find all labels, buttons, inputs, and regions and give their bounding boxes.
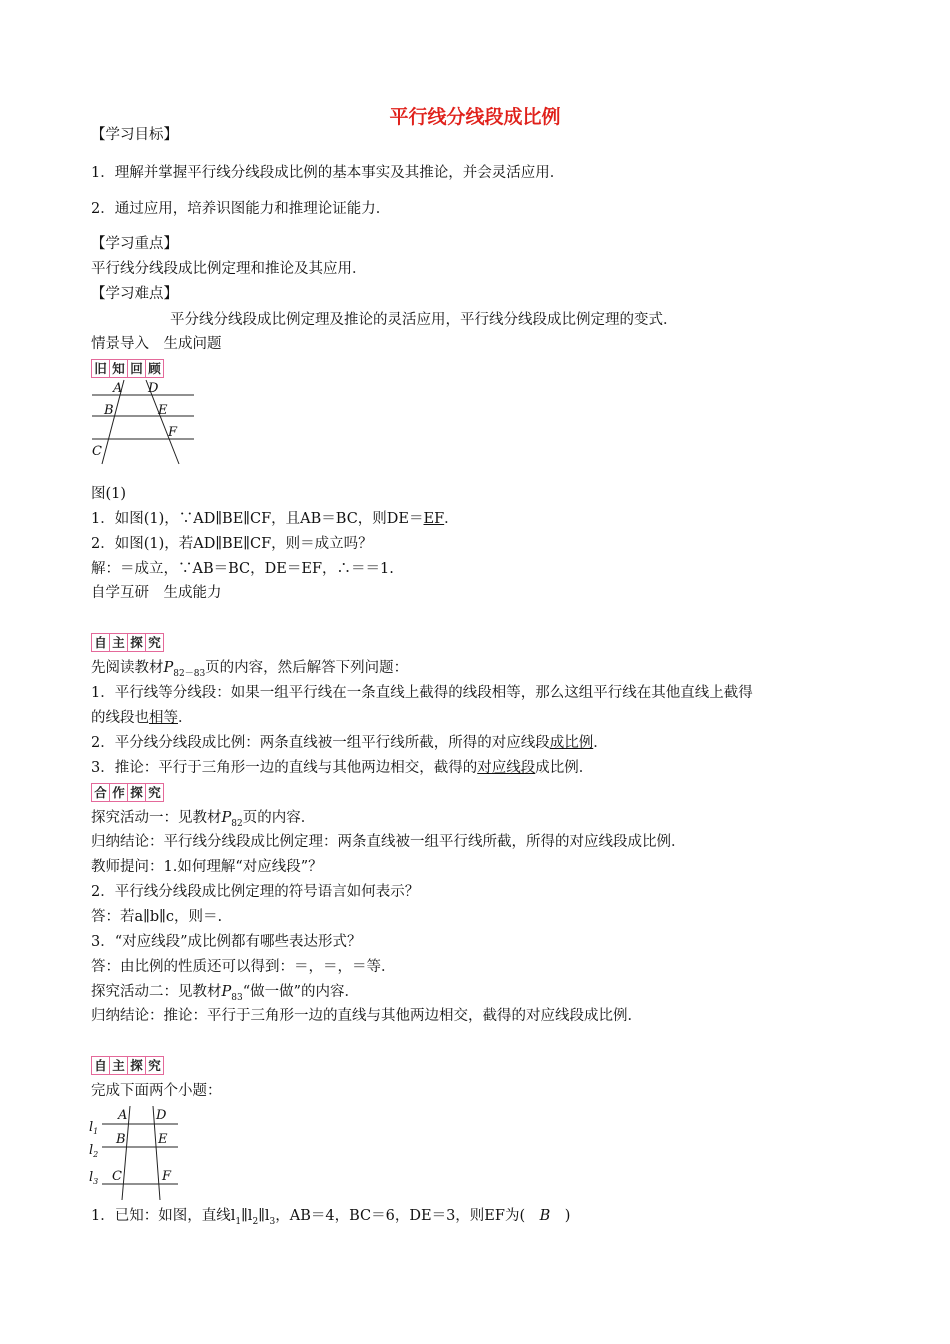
self-study-item-2: 2．平分线分线段成比例：两条直线被一组平行线所截，所得的对应线段成比例． (91, 735, 608, 751)
self-study-item-1-line-2: 的线段也相等． (91, 710, 193, 726)
question-3: 3．“对应线段”成比例都有哪些表达形式？ (91, 934, 362, 950)
difficulty-heading: 【学习难点】 (91, 286, 178, 302)
self-study-item-3: 3．推论：平行于三角形一边的直线与其他两边相交，截得的对应线段成比例． (91, 760, 594, 776)
review-question-2: 2．如图(1)，若AD∥BE∥CF，则＝成立吗？ (91, 536, 373, 552)
review-badge (91, 359, 164, 378)
point-label-f: F (162, 1169, 172, 1184)
line-label-l3: $l_3$ (89, 1170, 99, 1186)
point-label-a: A (113, 381, 123, 396)
badge-char: 探 (128, 1057, 146, 1074)
objective-item-2: 2．通过应用，培养识图能力和推理论证能力． (91, 201, 391, 217)
point-label-c: C (92, 444, 102, 459)
point-label-c: C (112, 1169, 122, 1184)
badge-char: 主 (110, 634, 128, 651)
point-label-f: F (168, 425, 178, 440)
badge-char: 旧 (92, 360, 110, 377)
badge-char: 自 (92, 1057, 110, 1074)
activity-1: 探究活动一：见教材$P_{82}$页的内容． (91, 810, 316, 829)
self-study-heading: 自学互研 生成能力 (91, 585, 222, 601)
badge-char: 主 (110, 1057, 128, 1074)
teacher-question: 教师提问：1.如何理解“对应线段”？ (91, 859, 323, 875)
objective-item-1: 1．理解并掌握平行线分线段成比例的基本事实及其推论，并会灵活应用． (91, 165, 565, 181)
key-points-heading: 【学习重点】 (91, 236, 178, 252)
point-label-e: E (158, 1132, 168, 1147)
cooperative-badge (91, 783, 164, 802)
conclusion-1: 归纳结论：平行线分线段成比例定理：两条直线被一组平行线所截，所得的对应线段成比例． (91, 834, 686, 850)
point-label-a: A (118, 1108, 128, 1123)
line-label-l1: $l_1$ (89, 1120, 99, 1136)
conclusion-2: 归纳结论：推论：平行于三角形一边的直线与其他两边相交，截得的对应线段成比例． (91, 1008, 642, 1024)
key-points-text: 平行线分线段成比例定理和推论及其应用． (91, 261, 367, 277)
answer-choice: B (539, 1208, 551, 1224)
badge-char: 究 (148, 635, 161, 650)
point-label-d: D (148, 381, 159, 396)
page-title: 平行线分线段成比例 (389, 106, 561, 128)
objectives-heading: 【学习目标】 (91, 127, 178, 143)
answer-blank: 对应线段 (477, 760, 536, 776)
parallel-lines-figure-1 (88, 378, 200, 468)
answer-blank: EF (423, 511, 445, 527)
reading-instruction: 先阅读教材$P_{82-83}$页的内容，然后解答下列问题： (91, 660, 409, 679)
answer-3: 答：由比例的性质还可以得到：＝，＝，＝等． (91, 959, 396, 975)
badge-char: 知 (110, 360, 128, 377)
question-2: 2．平行线分线段成比例定理的符号语言如何表示？ (91, 884, 420, 900)
answer-blank: 成比例 (549, 735, 594, 751)
answer-2: 答：若a∥b∥c，则＝. (91, 909, 223, 925)
badge-char: 回 (128, 360, 146, 377)
line-label-l2: $l_2$ (89, 1143, 99, 1159)
figure-1-caption: 图(1) (91, 486, 127, 502)
activity-2: 探究活动二：见教材$P_{83}“$做一做”的内容． (91, 984, 360, 1003)
parallel-lines-figure-2 (86, 1104, 186, 1202)
practice-badge (91, 1056, 164, 1075)
badge-char: 自 (92, 634, 110, 651)
point-label-b: B (104, 403, 114, 418)
point-label-b: B (116, 1132, 126, 1147)
practice-question-1: 1．已知：如图，直线$l_1\parallel l_2\parallel l_3$，AB＝4，BC＝6，DE＝3，则EF为( B ) (91, 1208, 571, 1227)
self-study-item-1-line-1: 1．平行线等分线段：如果一组平行线在一条直线上截得的线段相等，那么这组平行线在其他直线上截得 (91, 685, 753, 701)
self-explore-badge (91, 633, 164, 652)
practice-lead: 完成下面两个小题： (91, 1083, 222, 1099)
badge-char: 究 (148, 1058, 161, 1073)
difficulty-text: 平分线分线段成比例定理及推论的灵活应用，平行线分线段成比例定理的变式． (170, 312, 678, 328)
badge-char: 探 (128, 784, 146, 801)
badge-char: 探 (128, 634, 146, 651)
point-label-d: D (156, 1108, 167, 1123)
answer-blank: 相等 (149, 710, 178, 726)
badge-char: 合 (92, 784, 110, 801)
review-question-1: 1．如图(1)，∵AD∥BE∥CF，且AB＝BC，则DE＝EF． (91, 511, 459, 527)
badge-char: 作 (110, 784, 128, 801)
badge-char: 顾 (148, 361, 161, 376)
point-label-e: E (158, 403, 168, 418)
badge-char: 究 (148, 785, 161, 800)
intro-heading: 情景导入 生成问题 (91, 336, 222, 352)
review-solution: 解：＝成立，∵AB＝BC，DE＝EF，∴＝＝1. (91, 561, 394, 577)
